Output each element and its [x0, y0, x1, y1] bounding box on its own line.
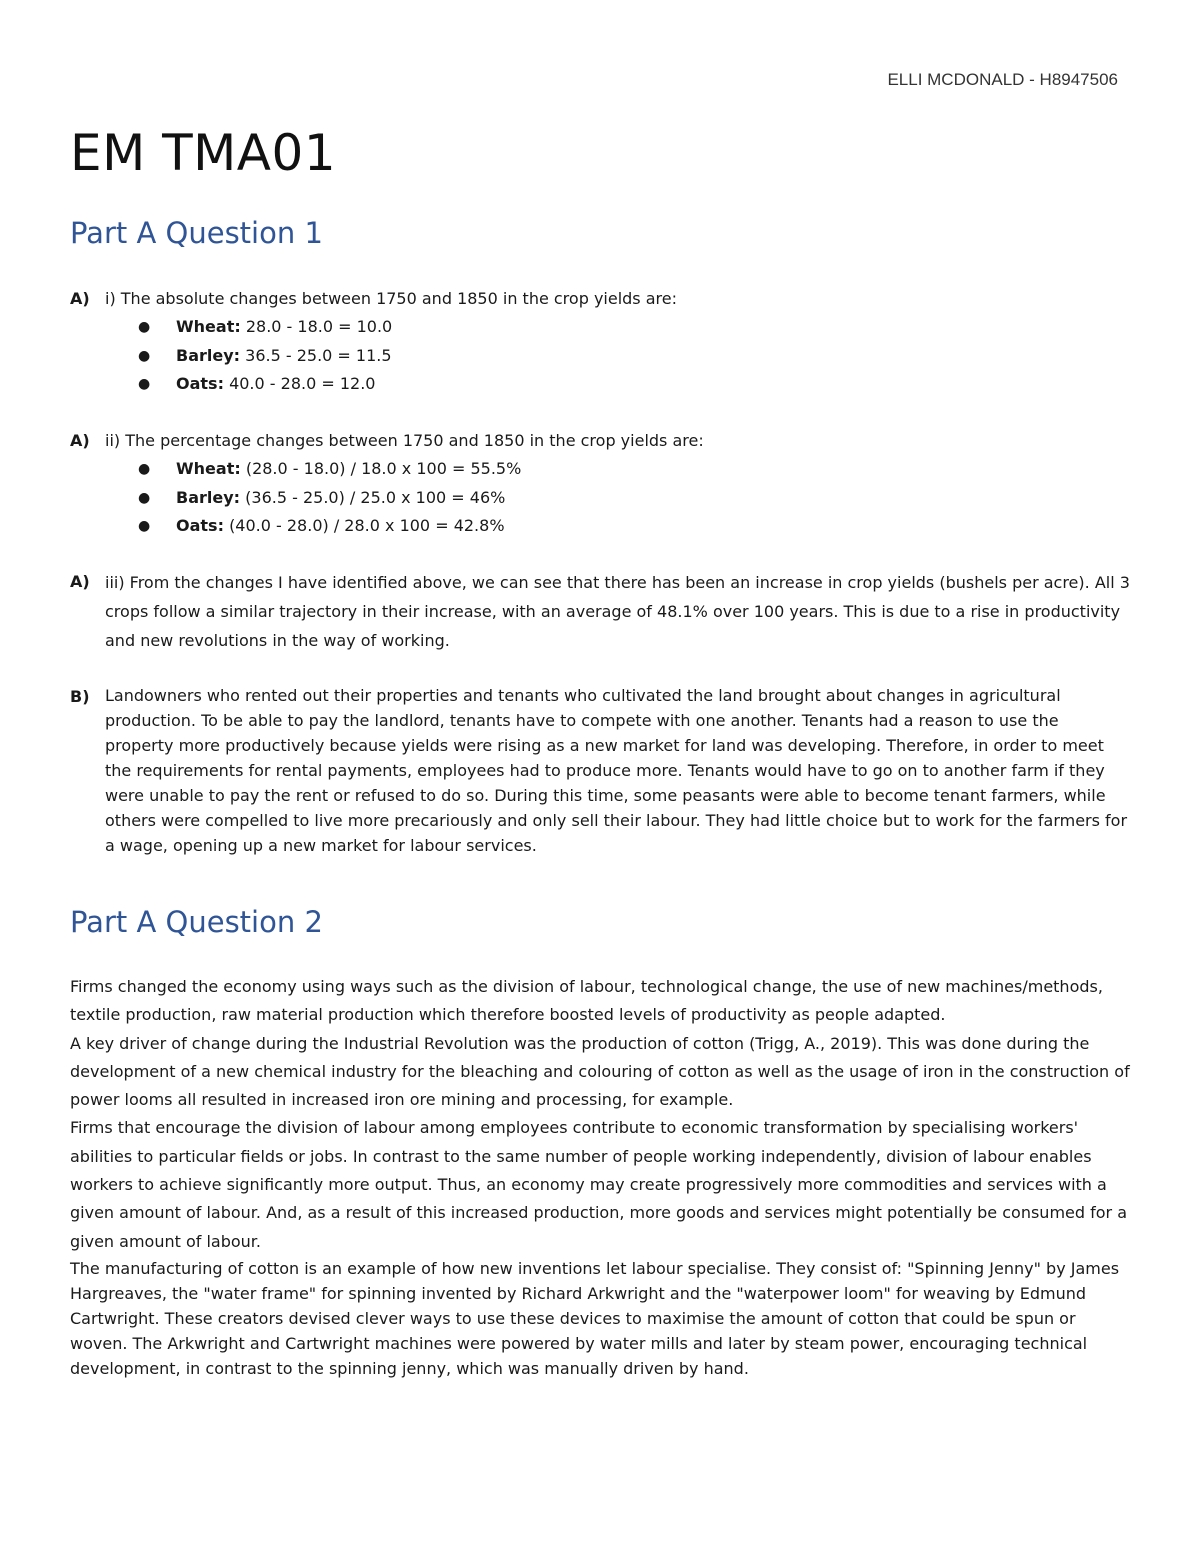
q1-a1-text: i) The absolute changes between 1750 and 1850 in the crop yields are: — [105, 289, 677, 308]
q1-a3-label: A) — [70, 572, 90, 591]
q1-b-label: B) — [70, 687, 90, 706]
q1-a1-list — [138, 313, 392, 399]
q1-a3-paragraph — [70, 568, 1130, 655]
author-header: ELLI MCDONALD - H8947506 — [887, 70, 1118, 89]
q1-a1-label: A) — [70, 289, 90, 308]
list-item: ● Oats: 40.0 - 28.0 = 12.0 — [138, 370, 392, 399]
bullet-icon: ● — [138, 319, 151, 335]
q1-a2-list — [138, 455, 521, 541]
bullet-icon: ● — [138, 347, 151, 364]
bullet-icon: ● — [138, 376, 151, 392]
q2-body — [70, 973, 1136, 1381]
q2-paragraph-1: Firms changed the economy using ways such as the division of labour, technological change, the use of new machines/methods, textile production, raw material production which therefore boosted levels of productivity as people adapted. — [70, 977, 1103, 1025]
bullet-icon: ● — [138, 461, 151, 477]
list-item: ● Oats: (40.0 - 28.0) / 28.0 x 100 = 42.8% — [138, 512, 521, 541]
q2-heading: Part A Question 2 — [70, 905, 323, 939]
q1-a3-text: iii) From the changes I have identified above, we can see that there has been an increase in crop yields (bushels per acre). All 3 crops follow a similar trajectory in their increase, with an average of 48.1% over 100 years. This is due to a rise in productivity and new revolutions in the way of working. — [105, 573, 1130, 650]
q2-paragraph-3: Firms that encourage the division of labour among employees contribute to economic transformation by specialising workers' abilities to particular fields or jobs. In contrast to the same number of people working independently, division of labour enables workers to achieve significantly more output. Thus, an economy may create progressively more commodities and services with a given amount of labour. And, as a result of this increased production, more goods and services might potentially be consumed for a given amount of labour. — [70, 1118, 1127, 1251]
q2-paragraph-4: The manufacturing of cotton is an example of how new inventions let labour specialise. They consist of: "Spinning Jenny" by James Hargreaves, the "water frame" for spinning invented by Richard Arkwright and the "waterpower loom" for weaving by Edmund Cartwright. These creators devised clever ways to use these devices to maximise the amount of cotton that could be spun or woven. The Arkwright and Cartwright machines were powered by water mills and later by steam power, encouraging technical development, in contrast to the spinning jenny, which was manually driven by hand. — [70, 1258, 1120, 1378]
list-item: ● Barley: (36.5 - 25.0) / 25.0 x 100 = 46% — [138, 484, 521, 513]
q1-a2-intro — [70, 427, 1130, 455]
q1-a1-intro — [70, 285, 1130, 313]
list-item: ● Wheat: (28.0 - 18.0) / 18.0 x 100 = 55.5% — [138, 455, 521, 484]
q1-b-text: Landowners who rented out their properties and tenants who cultivated the land brought about changes in agricultural production. To be able to pay the landlord, tenants have to compete with one another. Tenants had a reason to use the property more productively because yields were rising as a new market for land was developing. Therefore, in order to meet the requirements for rental payments, employees had to produce more. Tenants would have to go on to another farm if they were unable to pay the rent or refused to do so. During this time, some peasants were able to become tenant farmers, while others were compelled to live more precariously and only sell their labour. They had little choice but to work for the farmers for a wage, opening up a new market for labour services. — [105, 686, 1128, 855]
list-item: ● Wheat: 28.0 - 18.0 = 10.0 — [138, 313, 392, 342]
bullet-icon: ● — [138, 489, 151, 506]
q1-heading: Part A Question 1 — [70, 216, 323, 250]
document-title: EM TMA01 — [70, 124, 337, 182]
q1-a2-text: ii) The percentage changes between 1750 and 1850 in the crop yields are: — [105, 431, 704, 450]
q1-a2-label: A) — [70, 431, 90, 450]
q1-b-paragraph — [70, 683, 1130, 858]
q2-paragraph-2: A key driver of change during the Industrial Revolution was the production of cotton (Trigg, A., 2019). This was done during the development of a new chemical industry for the bleaching and colouring of cotton as well as the usage of iron in the construction of power looms all resulted in increased iron ore mining and processing, for example. — [70, 1033, 1130, 1110]
list-item: ● Barley: 36.5 - 25.0 = 11.5 — [138, 342, 392, 371]
bullet-icon: ● — [138, 518, 151, 534]
